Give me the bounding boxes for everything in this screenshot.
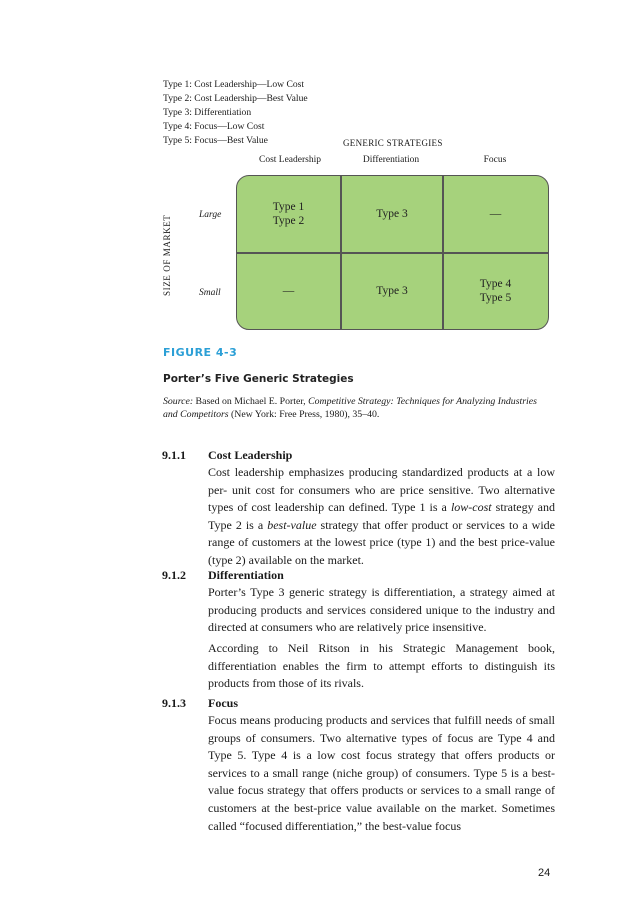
cell-text: Type 4	[479, 278, 512, 290]
paragraph-differentiation: Porter’s Type 3 generic strategy is differentiation, a strategy aimed at producing products and services considered unique to the industry and directed at consumers who are relatively price insensitive.	[208, 585, 555, 635]
source-text: Based on Michael E. Porter,	[193, 396, 309, 407]
legend-item: Type 4: Focus—Low Cost	[163, 121, 265, 132]
cell-large-focus	[444, 176, 547, 252]
column-header-differentiation: Differentiation	[362, 155, 420, 165]
row-header-small: Small	[199, 288, 221, 298]
cell-text: —	[489, 208, 502, 220]
generic-strategies-title: GENERIC STRATEGIES	[343, 138, 443, 148]
section-title-focus: Focus	[208, 696, 238, 710]
section-number: 9.1.2	[162, 568, 186, 582]
section-number: 9.1.1	[162, 448, 186, 462]
column-header-cost-leadership: Cost Leadership	[258, 155, 321, 165]
paragraph-text: Cost leadership emphasizes producing standardized products at a low per- unit cost for consumers who are price sensitive. Two alternative types of cost leadership can defined. Type 1 is a	[208, 465, 555, 515]
cell-text: —	[282, 285, 295, 297]
cell-text: Type 2	[272, 215, 305, 227]
source-text: (New York: Free Press, 1980), 35–40.	[228, 409, 380, 420]
cell-small-focus	[444, 254, 547, 328]
row-header-large: Large	[199, 210, 222, 220]
source-book-title: Competitive Strategy: Techniques for Analyzing Industries and Competitors	[163, 396, 537, 420]
figure-source	[163, 395, 553, 421]
column-header-focus: Focus	[483, 155, 507, 165]
legend-item: Type 3: Differentiation	[163, 107, 252, 118]
size-of-market-label: SIZE OF MARKET	[162, 214, 172, 296]
cell-text: Type 3	[376, 285, 408, 297]
paragraph-emphasis: low-cost	[450, 500, 492, 515]
cell-text: Type 5	[479, 292, 512, 304]
paragraph-text: strategy and Type 2 is a	[208, 500, 555, 532]
cell-small-cost-leadership	[237, 254, 340, 328]
cell-text: Type 3	[376, 208, 408, 220]
paragraph-differentiation-ritson: According to Neil Ritson in his Strategic Management book, differentiation enables the firm to attempt efforts to distinguish its products from those of its rivals.	[208, 641, 555, 691]
page-number: 24	[538, 867, 551, 879]
strategy-grid	[236, 175, 549, 330]
figure-label: FIGURE 4-3	[163, 346, 238, 359]
source-prefix: Source:	[163, 396, 194, 407]
legend-item: Type 1: Cost Leadership—Low Cost	[163, 79, 305, 90]
paragraph-emphasis: best-value	[267, 517, 317, 532]
section-title-cost-leadership: Cost Leadership	[208, 448, 293, 462]
legend-item: Type 2: Cost Leadership—Best Value	[163, 93, 308, 104]
paragraph-cost-leadership	[208, 464, 555, 570]
figure-caption: Porter’s Five Generic Strategies	[163, 373, 354, 385]
section-title-differentiation: Differentiation	[208, 568, 284, 582]
section-number: 9.1.3	[162, 696, 186, 710]
cell-small-differentiation	[342, 254, 442, 328]
cell-text: Type 1	[272, 201, 305, 213]
paragraph-focus: Focus means producing products and services that fulfill needs of small groups of consumers. Two alternative types of focus are Type 4 and Type 5. Type 4 is a low cost focus strategy that offers products or services to a small range (niche group) of consumers. Type 5 is a best-value focus strategy that offers products or services to a small range of customers at the best-price value available on the market. Sometimes called “focused differentiation,” the best-value focus	[208, 713, 555, 833]
figure-legend	[163, 78, 308, 148]
cell-large-cost-leadership	[237, 176, 340, 252]
paragraph-text: strategy that offer product or services to a wide range of customers at the lowest price (type 1) and the best price-value (type 2) available on the market.	[208, 517, 555, 567]
legend-item: Type 5: Focus—Best Value	[163, 135, 268, 146]
cell-large-differentiation	[342, 176, 442, 252]
